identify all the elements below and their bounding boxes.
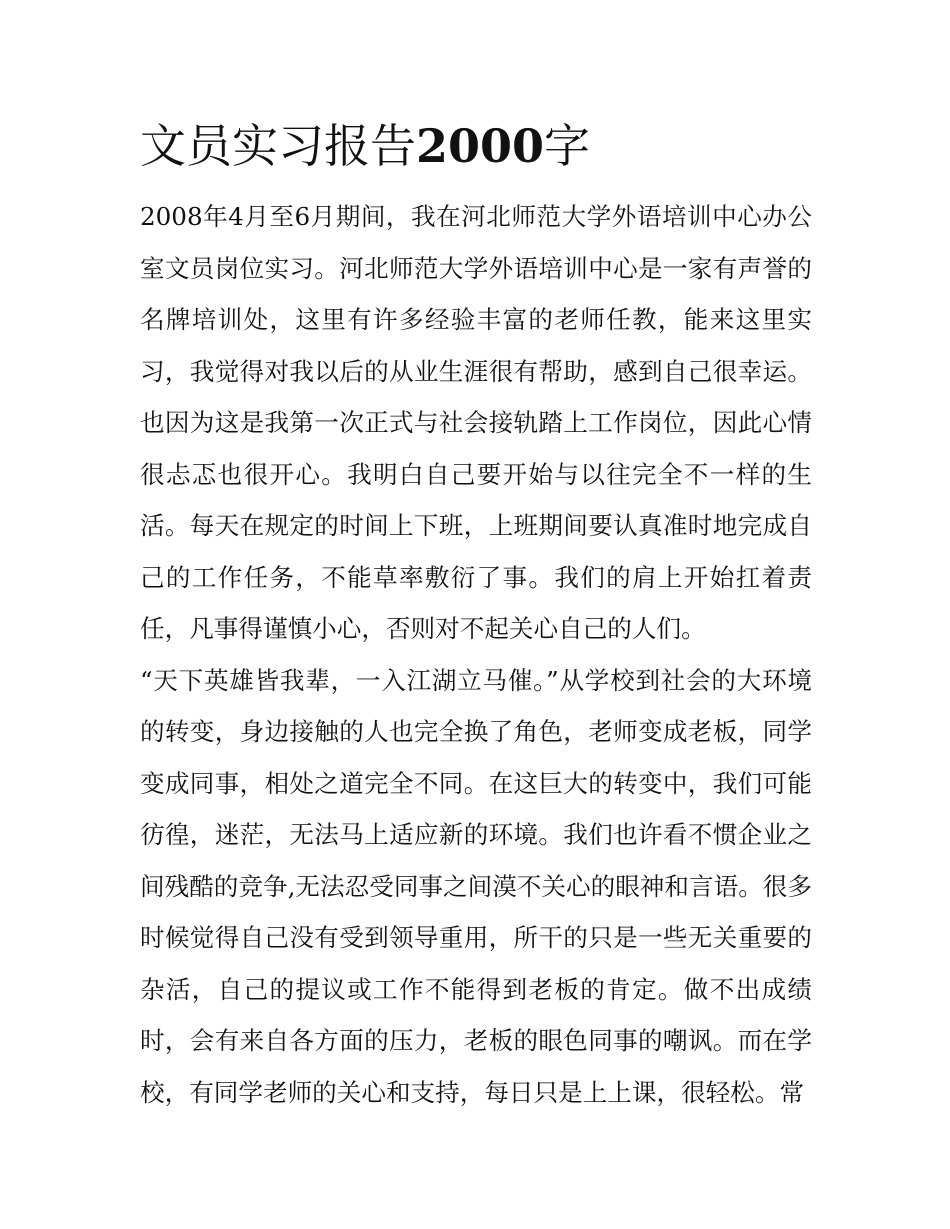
document-title	[140, 114, 812, 178]
title-suffix: 字	[544, 119, 591, 173]
title-number: 2000	[416, 119, 545, 173]
paragraph-2: “天下英雄皆我辈，一入江湖立马催。”从学校到社会的大环境的转变，身边接触的人也完全换了角色，老师变成老板，同学变成同事，相处之道完全不同。在这巨大的转变中，我们可能彷徨，迷茫，无法马上适应新的环境。我们也许看不惯企业之间残酷的竞争,无法忍受同事之间漠不关心的眼神和言语。很多时候觉得自己没有受到领导重用，所干的只是一些无关重要的杂活，自己的提议或工作不能得到老板的肯定。做不出成绩时，会有来自各方面的压力，老板的眼色同事的嘲讽。而在学校，有同学老师的关心和支持，每日只是上上课，很轻松。常	[140, 665, 812, 1107]
document-page	[140, 114, 812, 1118]
paragraph-1: 2008年4月至6月期间，我在河北师范大学外语培训中心办公室文员岗位实习。河北师范大学外语培训中心是一家有声誉的名牌培训处，这里有许多经验丰富的老师任教，能来这里实习，我觉得对我以后的从业生涯很有帮助，感到自己很幸运。也因为这是我第一次正式与社会接轨踏上工作岗位，因此心情很忐忑也很开心。我明白自己要开始与以往完全不一样的生活。每天在规定的时间上下班，上班期间要认真准时地完成自己的工作任务，不能草率敷衍了事。我们的肩上开始扛着责任，凡事得谨慎小心，否则对不起关心自己的人们。	[140, 202, 812, 643]
title-prefix: 文员实习报告	[140, 119, 416, 173]
